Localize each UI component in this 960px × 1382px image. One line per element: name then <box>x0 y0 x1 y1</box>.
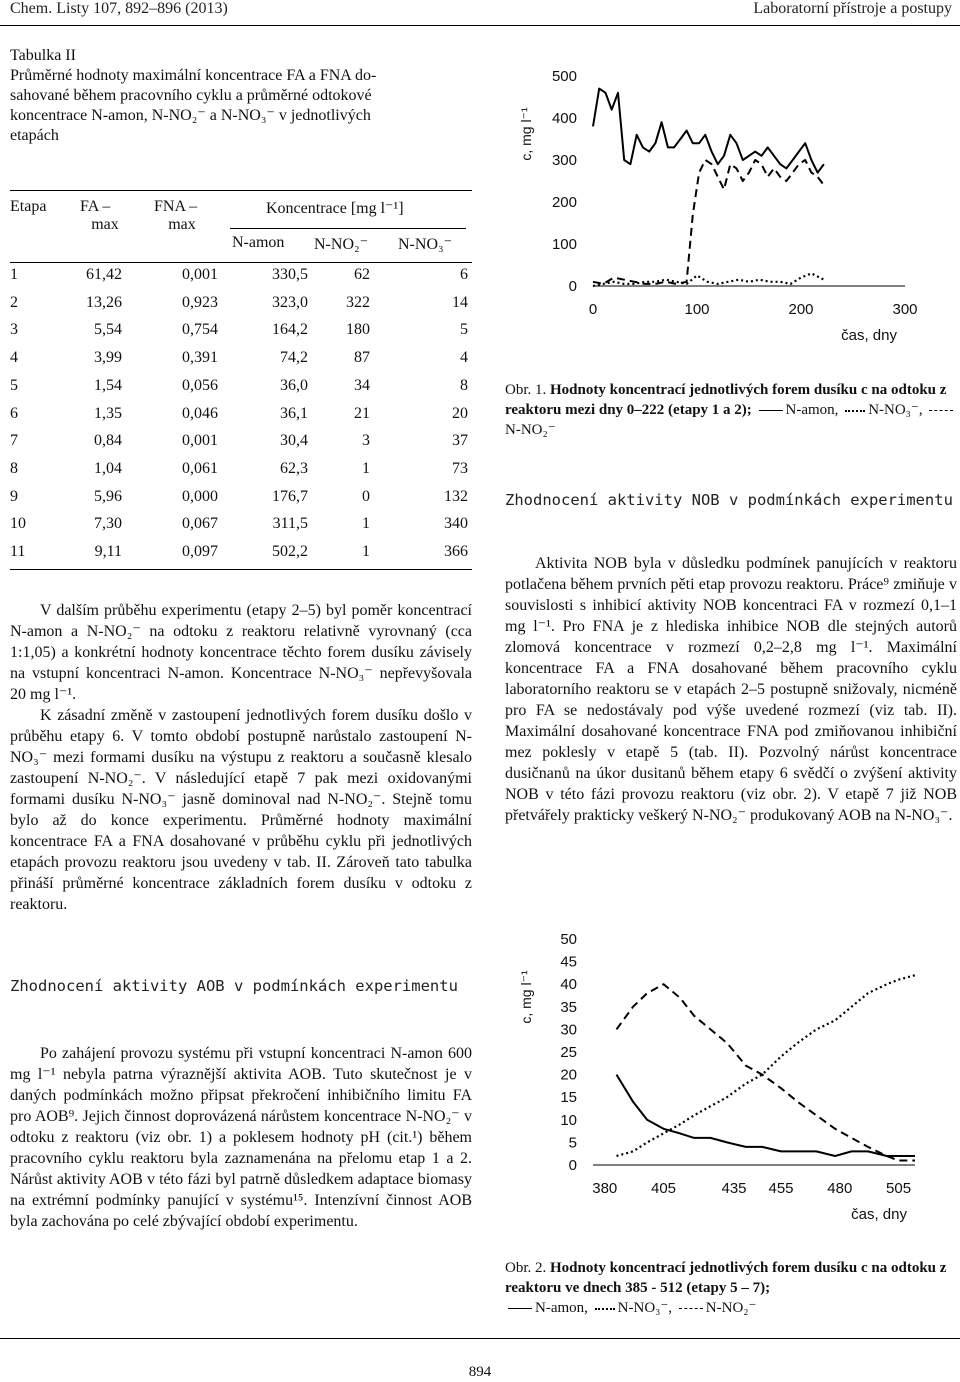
table-cell: 7 <box>10 432 18 450</box>
table-cell: 0,001 <box>182 432 218 450</box>
y-tick-label: 40 <box>560 976 577 994</box>
series-line-n-no- <box>593 160 824 284</box>
table-cell: 176,7 <box>272 487 308 505</box>
th-koncentrace: Koncentrace [mg l⁻¹] <box>266 200 404 217</box>
paragraph: K zásadní změně v zastoupení jednotlivých forem dusíku došlo v průběhu etapy 6. V tomto období postupně narůstalo zastoupení N-NO₃⁻ mezi formami dusíku na výstupu z reaktoru a současně klesalo zastoupení N-NO₂⁻. V následující etapě 7 pak mezi oxidovanými formami dusíku N-NO₃⁻ jasně dominoval nad N-NO₂⁻. Stejně tomu bylo až do konce experimentu. Průměrné hodnoty maximální koncentrace FA a FNA dosahované v průběhu cyklu při jednotlivých etapách provozu reaktoru jsou uvedeny v tab. II. Zároveň tato tabulka přináší průměrné koncentrace základních forem dusíku v odtoku z reaktoru. <box>10 707 472 913</box>
table-cell: 14 <box>452 293 468 311</box>
table-cell: 3,99 <box>94 349 122 367</box>
table-cell: 322 <box>346 293 370 311</box>
table-cell: 5,54 <box>94 321 122 339</box>
table-cell: 4 <box>10 349 18 367</box>
table-row <box>10 432 472 459</box>
x-axis-label: čas, dny <box>851 1206 907 1223</box>
y-tick-label: 300 <box>551 152 577 169</box>
table-cell: 0,000 <box>182 487 218 505</box>
table-caption <box>10 46 480 146</box>
y-tick-label: 30 <box>560 1021 577 1039</box>
x-tick-label: 380 <box>592 1180 618 1197</box>
table-row <box>10 321 472 348</box>
table-cell: 10 <box>10 515 26 533</box>
y-tick-label: 0 <box>568 278 577 295</box>
table-label: Tabulka II <box>10 47 76 64</box>
section-heading-aob: Zhodnocení aktivity AOB v podmínkách experimentu <box>10 977 458 995</box>
th-nno2: N-NO₂⁻ <box>314 236 369 253</box>
legend-no2-label: N-NO₂⁻ <box>505 422 556 438</box>
table-cell: 366 <box>444 543 468 560</box>
table-subheader-rule <box>230 228 466 229</box>
table-row <box>10 543 472 570</box>
table-cell: 30,4 <box>280 432 308 450</box>
x-tick-label: 480 <box>827 1180 853 1197</box>
table-cell: 180 <box>346 321 370 339</box>
figure-1-caption-text: Hodnoty koncentrací jednotlivých forem dusíku c na odtoku z reaktoru mezi dny 0–222 (etapy 1 a 2); <box>505 382 947 418</box>
y-axis-label: c, mg l⁻¹ <box>518 970 534 1024</box>
table-row <box>10 294 472 321</box>
y-tick-label: 5 <box>568 1134 577 1152</box>
legend-solid-line <box>508 1308 532 1309</box>
table-cell: 0,001 <box>182 266 218 283</box>
table-cell: 62,3 <box>280 459 308 477</box>
table-cell: 0 <box>362 487 370 505</box>
table-cell: 6 <box>10 404 18 422</box>
x-tick-label: 435 <box>721 1180 747 1197</box>
paragraph: Po zahájení provozu systému při vstupní koncentraci N-amon 600 mg l⁻¹ nebyla patrna výraznější aktivita AOB. Tuto skutečnost je v daných podmínkách možno připsat překročení inhibičního limitu FA pro AOB⁹. Jejich činnost doprovázená nárůstem koncentrace N-NO₂⁻ v odtoku z reaktoru (viz obr. 1) a poklesem hodnoty pH (cit.¹) během pracovního cyklu reaktoru byla zaznamenána na přelomu etap 1 a 2. Nárůst aktivity AOB v této fázi byl patrně důsledkem adaptace biomasy na extrémní podmínky panující v systému¹⁵. Intenzívní činnost AOB byla zachována po celé zbývající období experimentu. <box>10 1045 472 1230</box>
legend-dashed-line <box>929 410 953 411</box>
figure-2-caption <box>505 1258 957 1318</box>
table-cell: 21 <box>354 404 370 422</box>
table-cell: 132 <box>444 487 468 505</box>
figure-1-chart <box>505 58 935 358</box>
table-cell: 62 <box>354 266 370 283</box>
table-cell: 0,84 <box>94 432 122 450</box>
figure-1-caption <box>505 380 957 440</box>
y-tick-label: 25 <box>560 1044 577 1061</box>
table-header-rule <box>10 262 472 263</box>
y-tick-label: 0 <box>568 1157 577 1174</box>
section-heading-nob: Zhodnocení aktivity NOB v podmínkách experimentu <box>505 491 953 509</box>
table-cell: 0,097 <box>182 543 218 560</box>
x-tick-label: 200 <box>788 301 814 318</box>
legend-dotted-line <box>845 410 865 412</box>
table-cell: 1 <box>362 459 370 477</box>
table-cell: 7,30 <box>94 515 122 533</box>
y-tick-label: 20 <box>560 1066 577 1084</box>
table-cell: 3 <box>362 432 370 450</box>
table-cell: 0,067 <box>182 515 218 533</box>
table-cell: 1 <box>362 543 370 560</box>
table-cell: 2 <box>10 293 18 311</box>
table-cell: 5,96 <box>94 487 122 505</box>
table-cell: 323,0 <box>272 293 308 311</box>
y-tick-label: 100 <box>551 236 577 253</box>
x-tick-label: 0 <box>588 301 598 318</box>
table-caption-line: koncentrace N-amon, N-NO₂⁻ a N-NO₃⁻ v jednotlivých <box>10 107 371 124</box>
series-line-n-no- <box>617 975 916 1156</box>
x-tick-label: 100 <box>684 301 710 318</box>
y-tick-label: 500 <box>551 68 577 85</box>
table-row <box>10 460 472 487</box>
table-cell: 6 <box>460 266 468 283</box>
th-etapa: Etapa <box>10 198 47 215</box>
y-tick-label: 200 <box>551 194 577 211</box>
y-tick-label: 10 <box>560 1111 577 1129</box>
table-cell: 87 <box>354 349 370 367</box>
th-fna: FNA – max <box>154 198 198 233</box>
table-cell: 34 <box>354 376 370 394</box>
table-cell: 0,391 <box>182 349 218 367</box>
table-cell: 1 <box>362 515 370 533</box>
page-number: 894 <box>468 1364 492 1380</box>
th-fa: FA – max <box>80 198 119 233</box>
table-cell: 0,056 <box>182 376 218 394</box>
legend-dotted-line <box>595 1308 615 1310</box>
series-line-n-amon <box>593 89 824 173</box>
table-cell: 502,2 <box>272 543 308 560</box>
y-axis-label: c, mg l⁻¹ <box>518 107 534 161</box>
y-tick-label: 50 <box>560 931 577 948</box>
paragraph: V dalším průběhu experimentu (etapy 2–5) byl poměr koncentrací N-amon a N-NO₂⁻ na odtoku z reaktoru relativně vyrovnaný (cca 1:1,05) a konkrétní hodnoty koncentrace těchto forem dusíku závisely na vstupní koncentraci N-amon. Koncentrace N-NO₃⁻ nepřevyšovala 20 mg l⁻¹. <box>10 602 472 703</box>
table-cell: 61,42 <box>86 266 122 283</box>
table-cell: 0,046 <box>182 404 218 422</box>
table-cell: 74,2 <box>280 349 308 367</box>
legend-solid-line <box>759 410 783 411</box>
table-cell: 73 <box>452 459 468 477</box>
series-line-n-no- <box>593 273 824 286</box>
header-rule <box>0 25 960 26</box>
legend-amon-label: N-amon, <box>535 1300 588 1316</box>
table-row <box>10 349 472 376</box>
left-text-block <box>10 600 472 915</box>
table-cell: 1,04 <box>94 459 122 477</box>
table-top-rule <box>10 190 472 191</box>
table-cell: 36,1 <box>280 404 308 422</box>
table-cell: 11 <box>10 543 26 560</box>
x-tick-label: 455 <box>768 1180 794 1197</box>
table-cell: 1,35 <box>94 404 122 422</box>
y-tick-label: 35 <box>560 998 577 1016</box>
right-text-block <box>505 553 957 826</box>
x-tick-label: 300 <box>892 301 918 318</box>
table-cell: 0,754 <box>182 321 218 339</box>
figure-1-label: Obr. 1. <box>505 382 547 398</box>
th-nno3: N-NO₃⁻ <box>398 236 453 253</box>
table-cell: 5 <box>460 321 468 339</box>
table-cell: 0,923 <box>182 293 218 311</box>
table-cell: 13,26 <box>86 293 122 311</box>
table-row <box>10 377 472 404</box>
table-caption-line: etapách <box>10 127 59 144</box>
paragraph: Aktivita NOB byla v důsledku podmínek panujících v reaktoru potlačena během prvních pěti etap provozu reaktoru. Práce⁹ zmiňuje v souvislosti s inhibicí aktivity NOB koncentraci FA v rozmezí 0,1–1 mg l⁻¹. Pro FNA je z hlediska inhibice NOB dle stejných autorů zlomová koncentrace v rozmezí 0,2–2,8 mg l⁻¹. Maximální koncentrace FA a FNA dosahované během pracovního cyklu laboratorního reaktoru se v etapách 2–5 postupně snižovaly, nicméně pro FA se nedostávaly pod výše uvedené rozmezí (viz tab. II). Maximální dosahované koncentrace FNA pod zmiňovanou inhibiční mez poklesly v etapě 5 (tab. II). Pozvolný nárůst koncentrace dusičnanů na úkor dusitanů během etapy 6 svědčí o zvýšení aktivity NOB v této fázi provozu reaktoru (viz obr. 2). V etapě 7 již NOB přetvářely prakticky veškerý N-NO₂⁻ produkovaný AOB na N-NO₃⁻. <box>505 555 957 824</box>
table-cell: 164,2 <box>272 321 308 339</box>
figure-2-chart <box>505 925 935 1225</box>
y-tick-label: 45 <box>560 953 577 971</box>
table-cell: 9 <box>10 487 18 505</box>
left-text-block-aob <box>10 1043 472 1232</box>
table-caption-line: sahované během pracovního cyklu a průměrné odtokové <box>10 87 372 104</box>
figure-2-label: Obr. 2. <box>505 1260 547 1276</box>
th-namon: N-amon <box>232 234 285 251</box>
table-cell: 8 <box>10 459 18 477</box>
table-cell: 3 <box>10 321 18 339</box>
table-cell: 1 <box>10 266 18 283</box>
table-caption-line: Průměrné hodnoty maximální koncentrace FA a FNA do- <box>10 67 377 84</box>
y-tick-label: 400 <box>551 110 577 127</box>
table-cell: 340 <box>444 515 468 533</box>
table-row <box>10 515 472 542</box>
table-cell: 4 <box>460 349 468 367</box>
journal-reference: Chem. Listy 107, 892–896 (2013) <box>10 0 228 17</box>
legend-no3-label: N-NO₃⁻, <box>868 402 923 418</box>
table-cell: 330,5 <box>272 266 308 283</box>
table-cell: 0,061 <box>182 459 218 477</box>
legend-no3-label: N-NO₃⁻, <box>617 1300 673 1316</box>
table-cell: 1,54 <box>94 376 122 394</box>
y-tick-label: 15 <box>560 1089 577 1107</box>
table-cell: 37 <box>452 432 468 450</box>
table-row <box>10 266 472 293</box>
legend-no2-label: N-NO₂⁻ <box>705 1300 757 1316</box>
legend-dashed-line <box>679 1308 703 1309</box>
table-cell: 311,5 <box>272 515 308 533</box>
table-cell: 5 <box>10 376 18 394</box>
legend-amon-label: N-amon, <box>785 402 839 418</box>
table-row <box>10 405 472 432</box>
x-tick-label: 505 <box>886 1180 912 1197</box>
table-cell: 20 <box>452 404 468 422</box>
running-header <box>10 0 952 22</box>
table-cell: 8 <box>460 376 468 394</box>
footer-rule <box>0 1338 960 1339</box>
table-cell: 36,0 <box>280 376 308 394</box>
table-cell: 9,11 <box>94 543 122 560</box>
x-axis-label: čas, dny <box>841 327 897 344</box>
x-tick-label: 405 <box>650 1180 677 1197</box>
section-title: Laboratorní přístroje a postupy <box>753 0 952 17</box>
series-line-n-amon <box>617 1075 916 1156</box>
figure-2-caption-text: Hodnoty koncentrací jednotlivých forem dusíku c na odtoku z reaktoru ve dnech 385 - 512 (etapy 5 – 7); <box>505 1260 947 1296</box>
table-row <box>10 488 472 515</box>
